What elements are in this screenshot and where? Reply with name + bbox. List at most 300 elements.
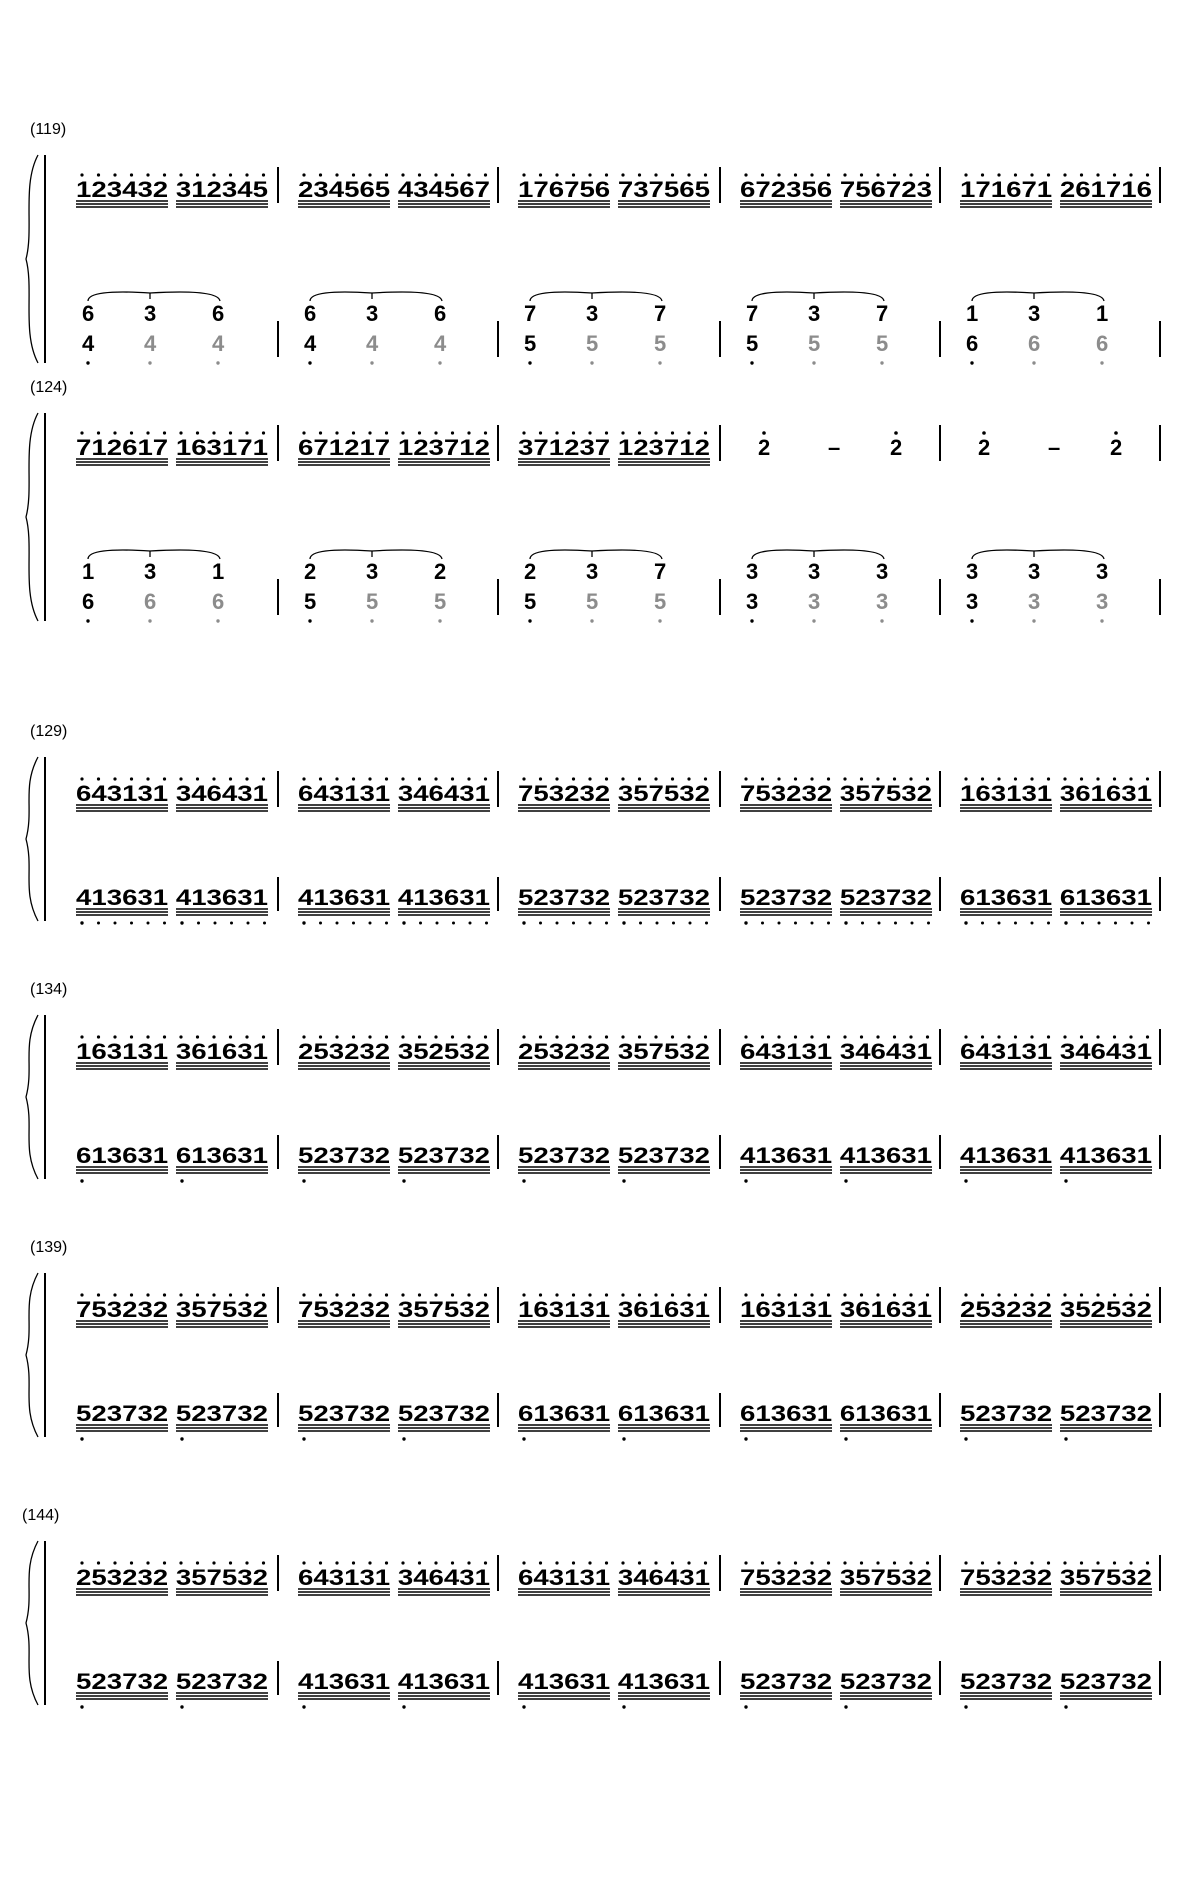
octave-dot [1014, 1293, 1017, 1296]
chord-bottom: 5 [654, 589, 667, 614]
octave-dot [762, 431, 766, 435]
octave-dot [368, 1293, 371, 1296]
octave-dot [352, 431, 355, 434]
system-brace [26, 757, 38, 921]
octave-dot [981, 1293, 984, 1296]
octave-dot [744, 173, 747, 176]
octave-dot [622, 1437, 625, 1440]
octave-dot [926, 777, 929, 780]
system-3 [26, 723, 1160, 925]
octave-dot [1014, 922, 1017, 925]
octave-dot [1129, 1293, 1132, 1296]
octave-dot [894, 431, 898, 435]
octave-dot [704, 431, 707, 434]
octave-dot [80, 1179, 83, 1182]
lower-measure: 523732 523732 [740, 885, 932, 910]
octave-dot [744, 921, 747, 924]
octave-dot [1114, 431, 1118, 435]
octave-dot [777, 1561, 780, 1564]
chord-bottom: 3 [1096, 589, 1109, 614]
octave-dot [621, 431, 624, 434]
octave-dot [451, 1293, 454, 1296]
chord-bottom: 5 [304, 589, 317, 614]
octave-dot [262, 777, 265, 780]
octave-dot [97, 173, 100, 176]
upper-measure: 176756 737565 [518, 177, 710, 202]
upper-note: 2 [1110, 435, 1123, 460]
measure-number: (124) [30, 379, 68, 396]
octave-dot [909, 1293, 912, 1296]
octave-dot [302, 173, 305, 176]
upper-note: 2 [978, 435, 991, 460]
octave-dot [539, 1035, 542, 1038]
octave-dot [434, 173, 437, 176]
octave-dot [245, 777, 248, 780]
octave-dot [572, 173, 575, 176]
upper-measure: 643131 346431 [298, 781, 490, 806]
octave-dot [860, 173, 863, 176]
octave-dot [744, 1705, 747, 1708]
octave-dot [319, 173, 322, 176]
octave-dot [97, 922, 100, 925]
system-brace [26, 1273, 38, 1437]
octave-dot [744, 1561, 747, 1564]
octave-dot [621, 1293, 624, 1296]
octave-dot [638, 777, 641, 780]
upper-measure: 171671 261716 [960, 177, 1152, 202]
upper-note: – [828, 435, 841, 460]
octave-dot [997, 777, 1000, 780]
octave-dot [827, 1293, 830, 1296]
octave-dot [212, 1293, 215, 1296]
octave-dot [687, 1035, 690, 1038]
chord-top: 1 [966, 301, 979, 326]
octave-dot [245, 1035, 248, 1038]
octave-dot [654, 1035, 657, 1038]
octave-dot [484, 431, 487, 434]
octave-dot [451, 431, 454, 434]
octave-dot [385, 431, 388, 434]
octave-dot [810, 1035, 813, 1038]
octave-dot [1047, 777, 1050, 780]
octave-dot [352, 1035, 355, 1038]
octave-dot [893, 777, 896, 780]
slur [972, 292, 1104, 301]
octave-dot [148, 361, 151, 364]
slur [530, 550, 662, 559]
lower-measure: 523732 523732 [518, 1143, 710, 1168]
octave-dot [843, 1035, 846, 1038]
chord-top: 2 [434, 559, 447, 584]
octave-dot [1096, 1035, 1099, 1038]
octave-dot [981, 1035, 984, 1038]
octave-dot [148, 619, 151, 622]
slur [88, 550, 220, 559]
octave-dot [638, 431, 641, 434]
octave-dot [997, 1561, 1000, 1564]
octave-dot [1014, 173, 1017, 176]
chord-top: 3 [808, 301, 821, 326]
octave-dot [302, 431, 305, 434]
octave-dot [1014, 1561, 1017, 1564]
octave-dot [212, 1035, 215, 1038]
octave-dot [130, 777, 133, 780]
system-brace [26, 1015, 38, 1179]
octave-dot [1146, 1293, 1149, 1296]
octave-dot [1063, 777, 1066, 780]
system-6 [22, 1507, 1160, 1709]
octave-dot [1146, 173, 1149, 176]
octave-dot [245, 431, 248, 434]
lower-measure: 413631 413631 [518, 1669, 710, 1694]
upper-measure: 753232 357532 [518, 781, 710, 806]
system-4 [26, 981, 1160, 1183]
lower-measure: 523732 523732 [960, 1669, 1152, 1694]
chord-bottom: 5 [586, 331, 599, 356]
octave-dot [179, 777, 182, 780]
octave-dot [572, 431, 575, 434]
octave-dot [229, 777, 232, 780]
octave-dot [163, 922, 166, 925]
octave-dot [385, 777, 388, 780]
octave-dot [467, 777, 470, 780]
octave-dot [687, 1561, 690, 1564]
octave-dot [654, 777, 657, 780]
upper-measure: 671217 123712 [298, 435, 490, 460]
octave-dot [216, 361, 219, 364]
octave-dot [467, 1561, 470, 1564]
upper-measure: 753232 357532 [298, 1297, 490, 1322]
octave-dot [1030, 1561, 1033, 1564]
octave-dot [262, 1293, 265, 1296]
octave-dot [522, 1561, 525, 1564]
octave-dot [196, 1561, 199, 1564]
octave-dot [370, 619, 373, 622]
octave-dot [197, 922, 200, 925]
octave-dot [80, 1561, 83, 1564]
chord-bottom: 4 [366, 331, 379, 356]
octave-dot [522, 1437, 525, 1440]
octave-dot [1047, 173, 1050, 176]
octave-dot [794, 1293, 797, 1296]
upper-measure: 643131 346431 [960, 1039, 1152, 1064]
octave-dot [368, 1035, 371, 1038]
chord-top: 1 [1096, 301, 1109, 326]
chord-top: 7 [524, 301, 537, 326]
octave-dot [761, 1293, 764, 1296]
octave-dot [794, 922, 797, 925]
lower-measure: 523732 523732 [518, 885, 710, 910]
upper-measure: 672356 756723 [740, 177, 932, 202]
system-brace [26, 155, 38, 363]
slur [972, 550, 1104, 559]
octave-dot [639, 922, 642, 925]
upper-measure: 753232 357532 [740, 781, 932, 806]
octave-dot [418, 1293, 421, 1296]
octave-dot [522, 1179, 525, 1182]
octave-dot [484, 777, 487, 780]
chord-bottom: 6 [144, 589, 157, 614]
lower-measure: 523732 523732 [76, 1401, 268, 1426]
octave-dot [761, 1035, 764, 1038]
octave-dot [671, 431, 674, 434]
octave-dot [402, 921, 405, 924]
octave-dot [1063, 1561, 1066, 1564]
octave-dot [1080, 1561, 1083, 1564]
octave-dot [970, 619, 973, 622]
octave-dot [656, 922, 659, 925]
octave-dot [1047, 1035, 1050, 1038]
octave-dot [555, 1035, 558, 1038]
octave-dot [605, 1561, 608, 1564]
octave-dot [229, 173, 232, 176]
octave-dot [654, 173, 657, 176]
octave-dot [484, 1035, 487, 1038]
octave-dot [844, 1437, 847, 1440]
octave-dot [1080, 1035, 1083, 1038]
octave-dot [80, 1293, 83, 1296]
octave-dot [212, 777, 215, 780]
chord-top: 3 [144, 301, 157, 326]
octave-dot [401, 173, 404, 176]
chord-top: 7 [876, 301, 889, 326]
octave-dot [335, 1561, 338, 1564]
chord-bottom: 3 [808, 589, 821, 614]
octave-dot [522, 921, 525, 924]
lower-measure: 413631 413631 [960, 1143, 1152, 1168]
octave-dot [761, 922, 764, 925]
octave-dot [572, 777, 575, 780]
upper-measure: 643131 346431 [298, 1565, 490, 1590]
octave-dot [876, 1035, 879, 1038]
octave-dot [1147, 922, 1150, 925]
octave-dot [750, 361, 753, 364]
octave-dot [605, 1035, 608, 1038]
octave-dot [893, 1561, 896, 1564]
octave-dot [196, 431, 199, 434]
octave-dot [997, 1035, 1000, 1038]
octave-dot [844, 1179, 847, 1182]
octave-dot [880, 619, 883, 622]
octave-dot [810, 1293, 813, 1296]
octave-dot [179, 1035, 182, 1038]
octave-dot [909, 1035, 912, 1038]
octave-dot [368, 173, 371, 176]
measure-number: (129) [30, 723, 68, 740]
octave-dot [997, 173, 1000, 176]
octave-dot [622, 1179, 625, 1182]
chord-bottom: 4 [82, 331, 95, 356]
octave-dot [744, 1179, 747, 1182]
octave-dot [778, 922, 781, 925]
octave-dot [671, 777, 674, 780]
octave-dot [451, 777, 454, 780]
octave-dot [844, 921, 847, 924]
octave-dot [86, 619, 89, 622]
octave-dot [1113, 1293, 1116, 1296]
octave-dot [97, 1293, 100, 1296]
octave-dot [810, 1561, 813, 1564]
upper-measure: 253232 352532 [298, 1039, 490, 1064]
octave-dot [827, 173, 830, 176]
octave-dot [97, 1035, 100, 1038]
octave-dot [319, 777, 322, 780]
octave-dot [522, 1035, 525, 1038]
octave-dot [522, 1705, 525, 1708]
octave-dot [1146, 1035, 1149, 1038]
chord-top: 1 [82, 559, 95, 584]
chord-top: 6 [82, 301, 95, 326]
octave-dot [368, 431, 371, 434]
octave-dot [705, 922, 708, 925]
lower-measure: 523732 523732 [298, 1143, 490, 1168]
octave-dot [860, 1561, 863, 1564]
octave-dot [827, 1561, 830, 1564]
octave-dot [229, 431, 232, 434]
octave-dot [744, 1035, 747, 1038]
lower-measure: 523732 523732 [740, 1669, 932, 1694]
chord-bottom: 5 [366, 589, 379, 614]
octave-dot [180, 1437, 183, 1440]
chord-top: 3 [366, 301, 379, 326]
octave-dot [894, 922, 897, 925]
octave-dot [638, 1293, 641, 1296]
octave-dot [794, 173, 797, 176]
octave-dot [352, 1561, 355, 1564]
octave-dot [1047, 1293, 1050, 1296]
octave-dot [179, 173, 182, 176]
octave-dot [1098, 922, 1101, 925]
chord-top: 3 [876, 559, 889, 584]
octave-dot [588, 431, 591, 434]
octave-dot [687, 173, 690, 176]
chord-top: 3 [1096, 559, 1109, 584]
octave-dot [1014, 1035, 1017, 1038]
octave-dot [1100, 361, 1103, 364]
chord-top: 7 [746, 301, 759, 326]
octave-dot [638, 1035, 641, 1038]
measure-number: (144) [22, 1507, 60, 1524]
octave-dot [368, 1561, 371, 1564]
chord-bottom: 3 [1028, 589, 1041, 614]
octave-dot [687, 1293, 690, 1296]
octave-dot [827, 777, 830, 780]
octave-dot [80, 1705, 83, 1708]
chord-bottom: 3 [746, 589, 759, 614]
octave-dot [689, 922, 692, 925]
octave-dot [179, 431, 182, 434]
octave-dot [451, 173, 454, 176]
octave-dot [572, 922, 575, 925]
chord-top: 6 [304, 301, 317, 326]
lower-measure: 523732 523732 [960, 1401, 1152, 1426]
octave-dot [262, 1035, 265, 1038]
system-brace [26, 1541, 38, 1705]
chord-bottom: 4 [144, 331, 157, 356]
octave-dot [539, 777, 542, 780]
chord-bottom: 5 [524, 589, 537, 614]
octave-dot [352, 777, 355, 780]
octave-dot [262, 173, 265, 176]
octave-dot [704, 1035, 707, 1038]
octave-dot [418, 1561, 421, 1564]
chord-bottom: 4 [434, 331, 447, 356]
octave-dot [761, 173, 764, 176]
octave-dot [622, 921, 625, 924]
octave-dot [302, 1179, 305, 1182]
octave-dot [1063, 1293, 1066, 1296]
octave-dot [843, 173, 846, 176]
upper-measure: 753232 357532 [960, 1565, 1152, 1590]
chord-bottom: 4 [304, 331, 317, 356]
measure-number: (119) [30, 121, 67, 138]
octave-dot [843, 1293, 846, 1296]
octave-dot [419, 922, 422, 925]
octave-dot [860, 777, 863, 780]
chord-bottom: 6 [1028, 331, 1041, 356]
slur [88, 292, 220, 301]
chord-bottom: 6 [1096, 331, 1109, 356]
octave-dot [1030, 173, 1033, 176]
octave-dot [401, 1293, 404, 1296]
octave-dot [964, 921, 967, 924]
octave-dot [861, 922, 864, 925]
octave-dot [1100, 619, 1103, 622]
octave-dot [528, 361, 531, 364]
lower-measure: 413631 413631 [740, 1143, 932, 1168]
octave-dot [893, 1293, 896, 1296]
octave-dot [484, 1561, 487, 1564]
octave-dot [418, 777, 421, 780]
chord-top: 6 [212, 301, 225, 326]
lower-measure: 413631 413631 [298, 1669, 490, 1694]
octave-dot [245, 1293, 248, 1296]
octave-dot [810, 777, 813, 780]
lower-measure: 613631 613631 [960, 885, 1152, 910]
octave-dot [335, 777, 338, 780]
octave-dot [638, 1561, 641, 1564]
chord-top: 1 [212, 559, 225, 584]
octave-dot [539, 922, 542, 925]
chord-top: 3 [366, 559, 379, 584]
octave-dot [352, 922, 355, 925]
octave-dot [671, 1035, 674, 1038]
octave-dot [704, 777, 707, 780]
octave-dot [335, 1035, 338, 1038]
octave-dot [812, 361, 815, 364]
octave-dot [451, 1035, 454, 1038]
octave-dot [434, 1293, 437, 1296]
octave-dot [555, 777, 558, 780]
octave-dot [1047, 922, 1050, 925]
octave-dot [335, 1293, 338, 1296]
octave-dot [80, 1035, 83, 1038]
octave-dot [964, 173, 967, 176]
chord-top: 3 [1028, 559, 1041, 584]
octave-dot [1032, 361, 1035, 364]
octave-dot [319, 922, 322, 925]
octave-dot [860, 1293, 863, 1296]
upper-note: – [1048, 435, 1061, 460]
octave-dot [909, 173, 912, 176]
octave-dot [402, 1437, 405, 1440]
octave-dot [1032, 619, 1035, 622]
octave-dot [1063, 1035, 1066, 1038]
upper-measure: 253232 357532 [518, 1039, 710, 1064]
octave-dot [1064, 1179, 1067, 1182]
octave-dot [438, 361, 441, 364]
octave-dot [434, 777, 437, 780]
